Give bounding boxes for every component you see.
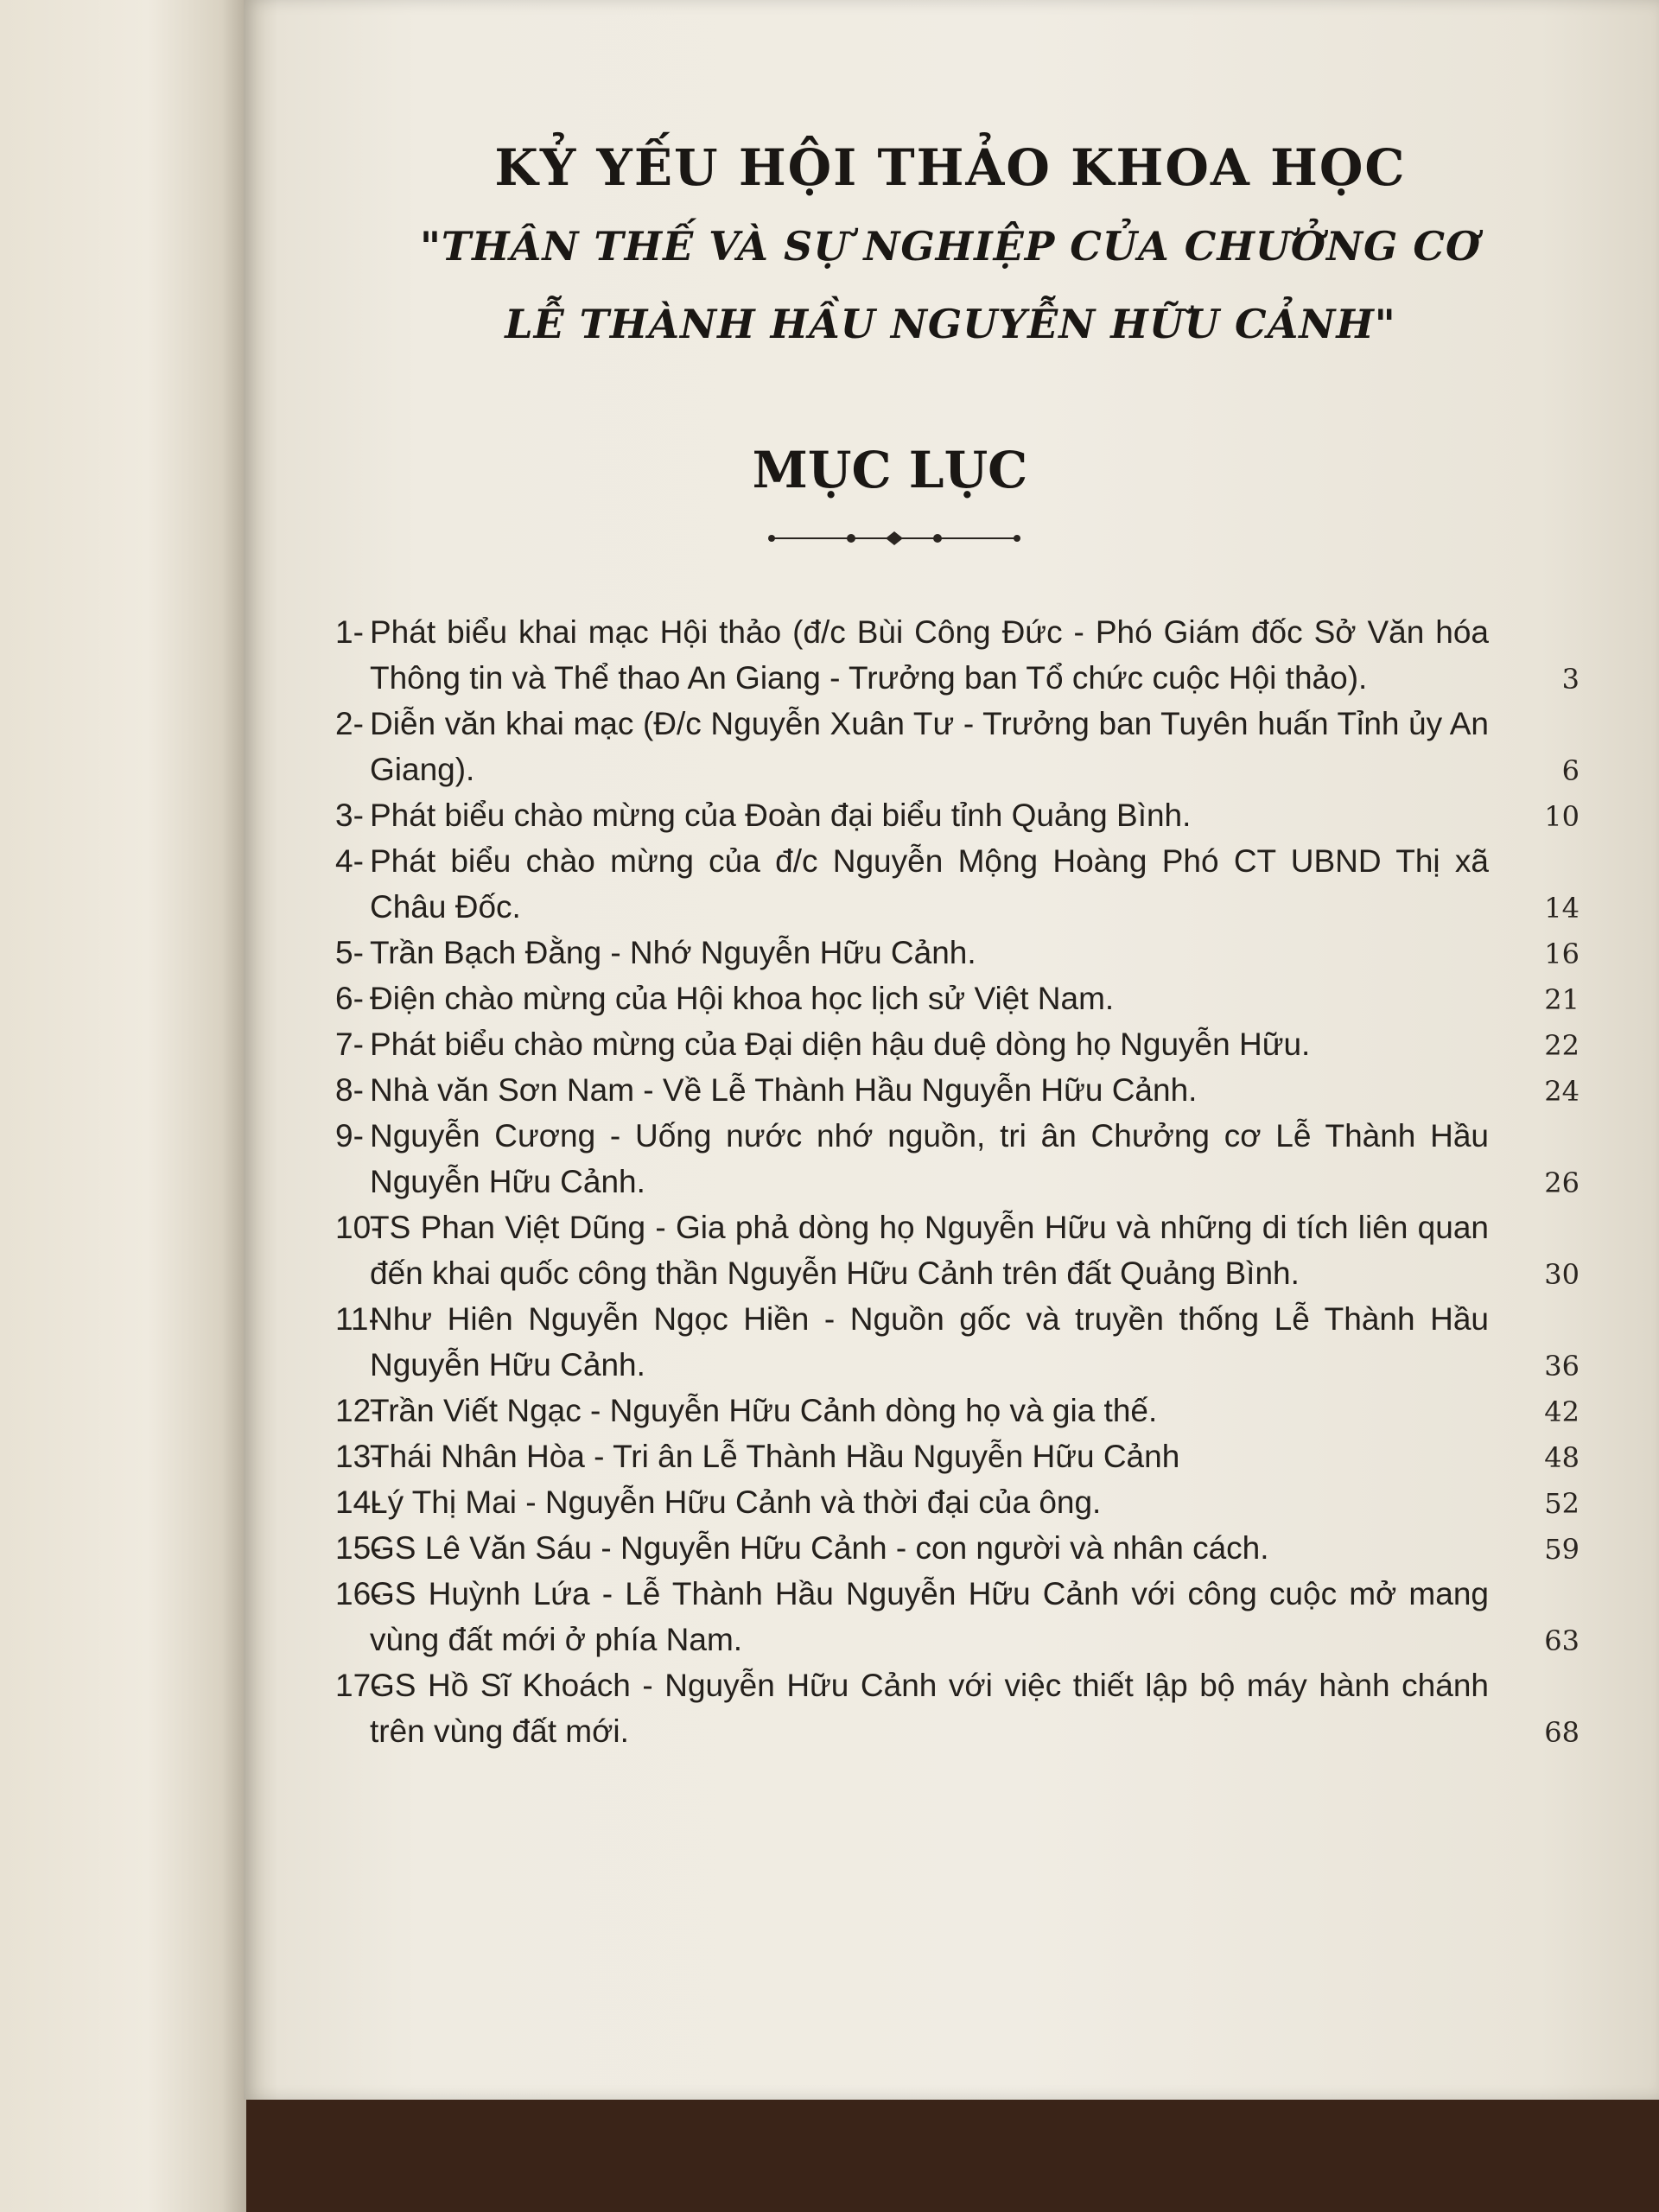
toc-entry[interactable]: [335, 976, 1580, 1021]
toc-entry-number: 14-: [335, 1484, 382, 1520]
toc-entry-title: GS Hồ Sĩ Khoách - Nguyễn Hữu Cảnh với việc thiết lập bộ máy hành chánh trên vùng đất mới.: [370, 1668, 1489, 1749]
toc-entry[interactable]: [335, 1662, 1580, 1754]
toc-entry-number: 9-: [335, 1118, 364, 1154]
toc-entry-title: Như Hiên Nguyễn Ngọc Hiền - Nguồn gốc và truyền thống Lễ Thành Hầu Nguyễn Hữu Cảnh.: [370, 1301, 1489, 1382]
toc-entry-page: 26: [1544, 1166, 1580, 1199]
divider-ornament-icon: [765, 525, 1024, 551]
toc-entry[interactable]: [335, 1479, 1580, 1525]
toc-list: [335, 609, 1580, 1754]
toc-entry-number: 15-: [335, 1530, 382, 1566]
toc-entry-title: Phát biểu chào mừng của đ/c Nguyễn Mộng Hoàng Phó CT UBND Thị xã Châu Đốc.: [370, 843, 1489, 925]
toc-entry-title: Nguyễn Cương - Uống nước nhớ nguồn, tri ân Chưởng cơ Lễ Thành Hầu Nguyễn Hữu Cảnh.: [370, 1118, 1489, 1199]
book-title-line-2: "THÂN THẾ VÀ SỰ NGHIỆP CỦA CHƯỞNG CƠ: [419, 223, 1482, 270]
toc-entry-title: Lý Thị Mai - Nguyễn Hữu Cảnh và thời đại của ông.: [370, 1484, 1102, 1520]
toc-entry-page: 42: [1544, 1395, 1580, 1428]
toc-entry-number: 3-: [335, 798, 364, 833]
book-title-line-1: KỶ YẾU HỘI THẢO KHOA HỌC: [494, 138, 1407, 197]
toc-entry-title: GS Lê Văn Sáu - Nguyễn Hữu Cảnh - con người và nhân cách.: [370, 1530, 1269, 1566]
toc-entry[interactable]: [335, 609, 1580, 701]
toc-entry[interactable]: [335, 930, 1580, 976]
toc-entry-title: Thái Nhân Hòa - Tri ân Lễ Thành Hầu Nguyễn Hữu Cảnh: [370, 1439, 1180, 1474]
toc-entry-number: 13-: [335, 1439, 382, 1474]
toc-entry-page: 52: [1544, 1487, 1580, 1520]
toc-entry-page: 22: [1544, 1029, 1580, 1062]
toc-entry[interactable]: [335, 1525, 1580, 1571]
toc-entry-number: 8-: [335, 1072, 364, 1108]
toc-entry-page: 14: [1544, 892, 1580, 925]
toc-entry-title: Trần Viết Ngạc - Nguyễn Hữu Cảnh dòng họ và gia thế.: [370, 1393, 1158, 1428]
toc-entry-number: 10-: [335, 1210, 382, 1245]
toc-entry[interactable]: [335, 1296, 1580, 1388]
toc-entry[interactable]: [335, 792, 1580, 838]
toc-entry-page: 36: [1544, 1350, 1580, 1382]
toc-entry-title: Phát biểu khai mạc Hội thảo (đ/c Bùi Công Đức - Phó Giám đốc Sở Văn hóa Thông tin và Thể thao An Giang - Trưởng ban Tổ chức cuộc Hội thảo).: [370, 614, 1489, 696]
toc-entry-title: Trần Bạch Đằng - Nhớ Nguyễn Hữu Cảnh.: [370, 935, 976, 970]
toc-entry[interactable]: [335, 1388, 1580, 1433]
toc-entry-number: 17-: [335, 1668, 382, 1703]
toc-entry-page: 6: [1561, 754, 1580, 787]
toc-entry-page: 68: [1544, 1716, 1580, 1749]
toc-entry-title: Điện chào mừng của Hội khoa học lịch sử Việt Nam.: [370, 981, 1115, 1016]
toc-entry-title: Phát biểu chào mừng của Đoàn đại biểu tỉnh Quảng Bình.: [370, 798, 1192, 833]
toc-entry-page: 30: [1544, 1258, 1580, 1291]
toc-entry[interactable]: [335, 1571, 1580, 1662]
toc-entry-page: 21: [1544, 983, 1580, 1016]
book-title-line-3: LỄ THÀNH HẦU NGUYỄN HỮU CẢNH": [505, 301, 1396, 347]
toc-entry-page: 10: [1544, 800, 1580, 833]
toc-entry-title: Phát biểu chào mừng của Đại diện hậu duệ dòng họ Nguyễn Hữu.: [370, 1027, 1311, 1062]
toc-entry[interactable]: [335, 1205, 1580, 1296]
toc-entry-page: 59: [1544, 1533, 1580, 1566]
toc-entry-number: 16-: [335, 1576, 382, 1611]
toc-heading: MỤC LỤC: [752, 441, 1028, 499]
toc-entry[interactable]: [335, 1067, 1580, 1113]
toc-entry-number: 11-: [335, 1301, 379, 1337]
toc-entry-title: TS Phan Việt Dũng - Gia phả dòng họ Nguyễn Hữu và những di tích liên quan đến khai quốc công thần Nguyễn Hữu Cảnh trên đất Quảng Bình.: [370, 1210, 1489, 1291]
toc-entry[interactable]: [335, 701, 1580, 792]
toc-entry-number: 1-: [335, 614, 364, 650]
toc-entry-page: 16: [1544, 938, 1580, 970]
toc-entry[interactable]: [335, 838, 1580, 930]
toc-entry[interactable]: [335, 1433, 1580, 1479]
toc-entry-number: 2-: [335, 706, 364, 741]
toc-entry[interactable]: [335, 1113, 1580, 1205]
toc-entry-number: 6-: [335, 981, 364, 1016]
toc-entry-number: 7-: [335, 1027, 364, 1062]
toc-entry[interactable]: [335, 1021, 1580, 1067]
toc-entry-title: Diễn văn khai mạc (Đ/c Nguyễn Xuân Tư - Trưởng ban Tuyên huấn Tỉnh ủy An Giang).: [370, 706, 1489, 787]
toc-entry-number: 4-: [335, 843, 364, 879]
toc-entry-page: 24: [1544, 1075, 1580, 1108]
toc-entry-number: 5-: [335, 935, 364, 970]
toc-entry-page: 63: [1544, 1624, 1580, 1657]
toc-entry-title: GS Huỳnh Lứa - Lễ Thành Hầu Nguyễn Hữu Cảnh với công cuộc mở mang vùng đất mới ở phía Nam.: [370, 1576, 1489, 1657]
toc-entry-number: 12-: [335, 1393, 382, 1428]
toc-entry-page: 48: [1544, 1441, 1580, 1474]
toc-entry-page: 3: [1561, 663, 1580, 696]
toc-entry-title: Nhà văn Sơn Nam - Về Lễ Thành Hầu Nguyễn Hữu Cảnh.: [370, 1072, 1198, 1108]
